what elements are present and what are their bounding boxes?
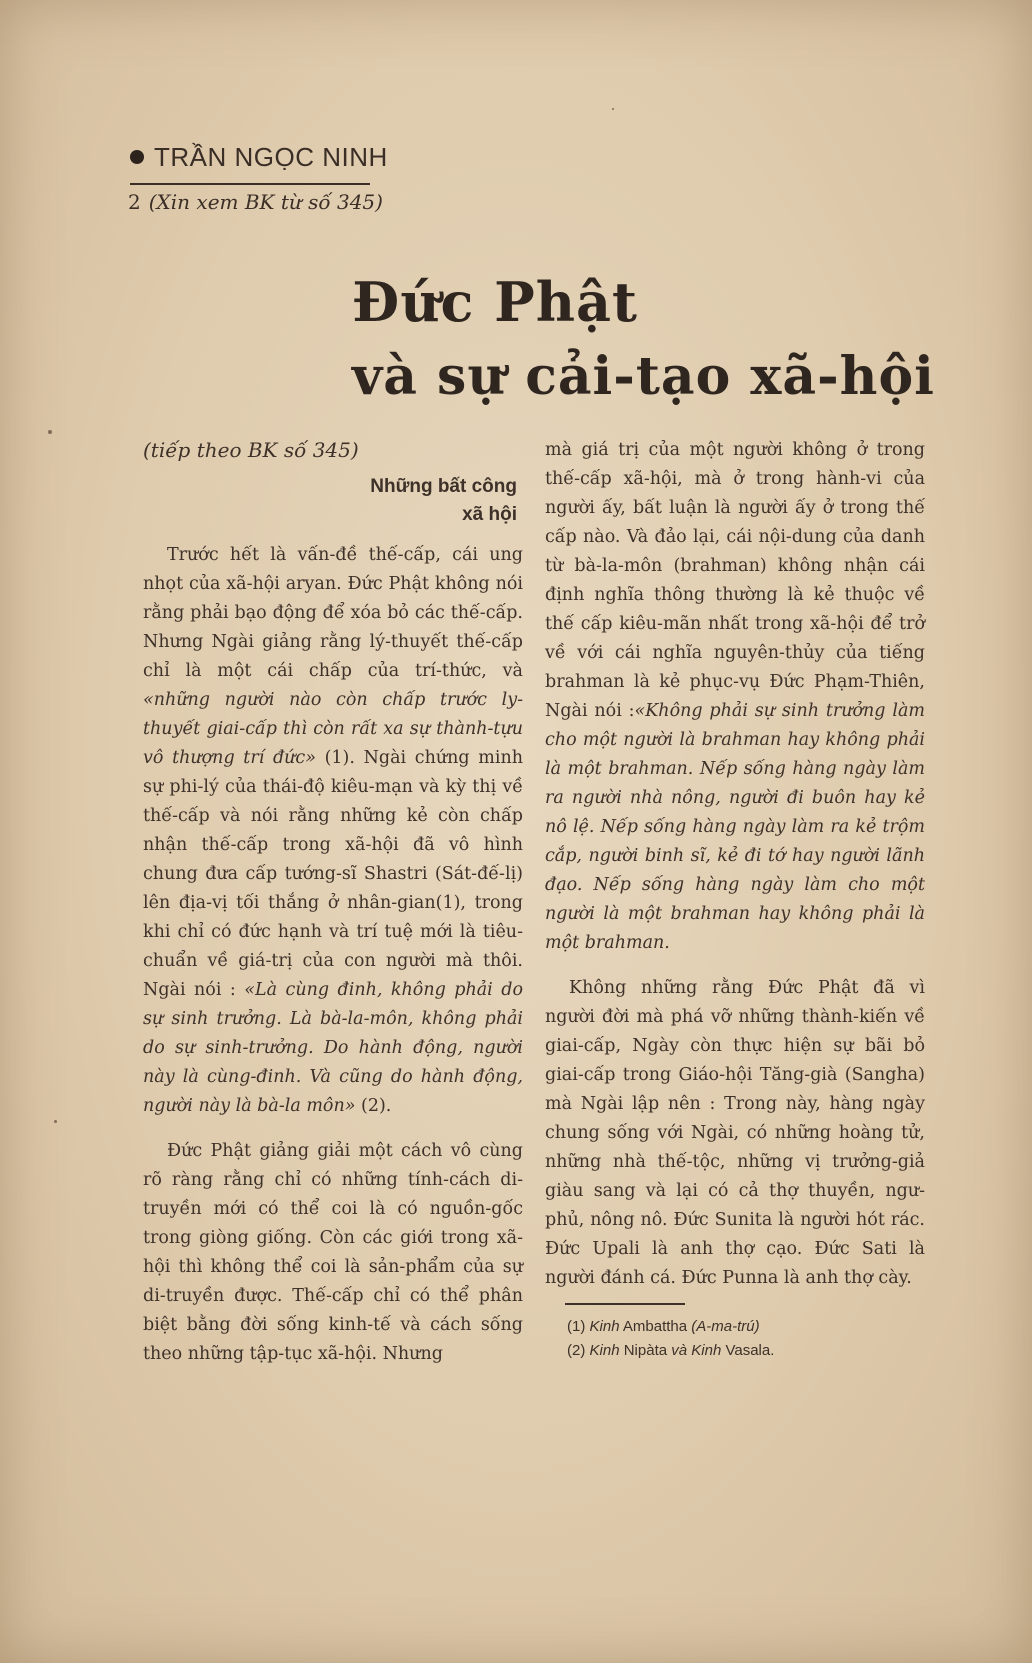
article-title-line-2: và sự cải-tạo xã-hội xyxy=(352,346,935,407)
paper-speck xyxy=(612,108,614,110)
article-title-line-1: Đức Phật xyxy=(352,270,638,334)
paragraph-1-quote-1: «những người nào còn chấp trước ly-thuyết giai-cấp thì còn rất xa sự thành-tựu vô thượng trí đức» xyxy=(143,690,523,768)
part-number: 2 xyxy=(128,190,141,214)
bullet-icon xyxy=(130,150,144,164)
footnote-2-name-2: Vasala. xyxy=(725,1341,775,1359)
byline-rule xyxy=(130,183,370,185)
paragraph-1-text-b: (1). Ngài chứng minh sự phi-lý của thái-độ kiêu-mạn và kỳ thị về thế-cấp và nói rằng những kẻ còn chấp nhận thế-cấp trong xã-hội đã vô hình chung đưa cấp tướng-sĩ Shastri (Sát-đế-lị) lên địa-vị tối thắng ở nhân-gian(1), trong khi chỉ có đức hạnh và trí tuệ mới là tiêu-chuẩn về giá-trị của con người mà thôi. Ngài nói : xyxy=(143,748,523,1000)
continued-note: (tiếp theo BK số 345) xyxy=(143,438,359,462)
paragraph-3-text: mà giá trị của một người không ở trong thế-cấp xã-hội, mà ở trong hành-vi của người ấy, bất luận là người ấy ở trong thế cấp nào. Và đảo lại, cái nội-dung của danh từ bà-la-môn (brahman) không nhận cái định nghĩa thông thường là kẻ thuộc về thế cấp kiêu-mãn nhất trong xã-hội để trở về với cái nghĩa nguyên-thủy của tiếng brahman là kẻ phục-vụ Đức Phạm-Thiên, Ngài nói : xyxy=(545,440,925,721)
section-heading-line-1: Những bất công xyxy=(370,476,517,497)
left-column xyxy=(143,436,523,1369)
paper-speck xyxy=(54,1120,57,1123)
series-reference-text: (Xin xem BK từ số 345) xyxy=(148,190,383,214)
footnote-1-number: (1) xyxy=(567,1317,586,1335)
paragraph-2: Đức Phật giảng giải một cách vô cùng rõ ràng rằng chỉ có những tính-cách di-truyền mới có thể coi là có nguồn-gốc trong giòng giống. Còn các giới trong xã-hội thì không thể coi là sản-phẩm của sự di-truyền được. Thế-cấp chỉ có thể phân biệt bằng đời sống kinh-tế và cách sống theo những tập-tục xã-hội. Nhưng xyxy=(143,1141,523,1364)
author-name: TRẦN NGỌC NINH xyxy=(154,142,388,172)
footnote-2-name-1: Nipàta xyxy=(623,1341,668,1359)
footnote-2-number: (2) xyxy=(567,1341,586,1359)
paragraph-3 xyxy=(545,436,925,958)
footnotes xyxy=(545,1315,925,1363)
section-heading xyxy=(143,473,517,529)
series-reference xyxy=(128,190,383,214)
paragraph-1-text-a: Trước hết là vấn-đề thế-cấp, cái ung nhọt của xã-hội aryan. Đức Phật không nói rằng phải bạo động để xóa bỏ các thế-cấp. Nhưng Ngài giảng rằng lý-thuyết thế-cấp chỉ là một cái chấp của trí-thức, và xyxy=(143,545,523,681)
footnote-1-kinh: Kinh xyxy=(589,1317,620,1335)
paragraph-1 xyxy=(143,541,523,1121)
paragraph-1-quote-2: «Là cùng đinh, không phải do sự sinh trưởng. Là bà-la-môn, không phải do sự sinh-trưởng. Do hành động, người này là cùng-đinh. Và cũng do hành động, người này là bà-la môn» xyxy=(143,980,523,1116)
footnote-2-and: và xyxy=(671,1341,688,1359)
section-heading-line-2: xã hội xyxy=(462,504,517,525)
paragraph-1-text-c: (2). xyxy=(355,1096,392,1116)
author-byline xyxy=(130,142,388,173)
paper-speck xyxy=(48,430,52,434)
paragraph-4: Không những rằng Đức Phật đã vì người đời mà phá vỡ những thành-kiến về giai-cấp, Ngày còn thực hiện sự bãi bỏ giai-cấp trong Giáo-hội Tăng-già (Sangha) mà Ngài lập nên : Trong này, hàng ngày chung sống với Ngài, có những hoàng tử, những nhà thế-tộc, những vị trưởng-giả giàu sang và lại có cả thợ thuyền, ngư-phủ, nông nô. Đức Sunita là người hót rác. Đức Upali là anh thợ cạo. Đức Sati là người đánh cá. Đức Punna là anh thợ cày. xyxy=(545,978,925,1288)
footnote-rule xyxy=(565,1303,685,1305)
right-column xyxy=(545,436,925,1363)
footnote-1 xyxy=(567,1315,925,1339)
footnote-2-kinh-2: Kinh xyxy=(691,1341,722,1359)
footnote-2 xyxy=(567,1339,925,1363)
footnote-1-gloss: (A-ma-trú) xyxy=(691,1317,760,1335)
footnote-1-name: Ambattha xyxy=(622,1317,688,1335)
paragraph-3-quote: «Không phải sự sinh trưởng làm cho một người là brahman hay không phải là một brahman. Nếp sống hàng ngày làm ra người nhà nông, người đi buôn hay kẻ nô lệ. Nếp sống hàng ngày làm ra kẻ trộm cắp, người binh sĩ, kẻ đi tớ hay người lãnh đạo. Nếp sống hàng ngày làm cho một người là một brahman hay không phải là một brahman. xyxy=(545,701,925,953)
footnote-2-kinh-1: Kinh xyxy=(589,1341,620,1359)
